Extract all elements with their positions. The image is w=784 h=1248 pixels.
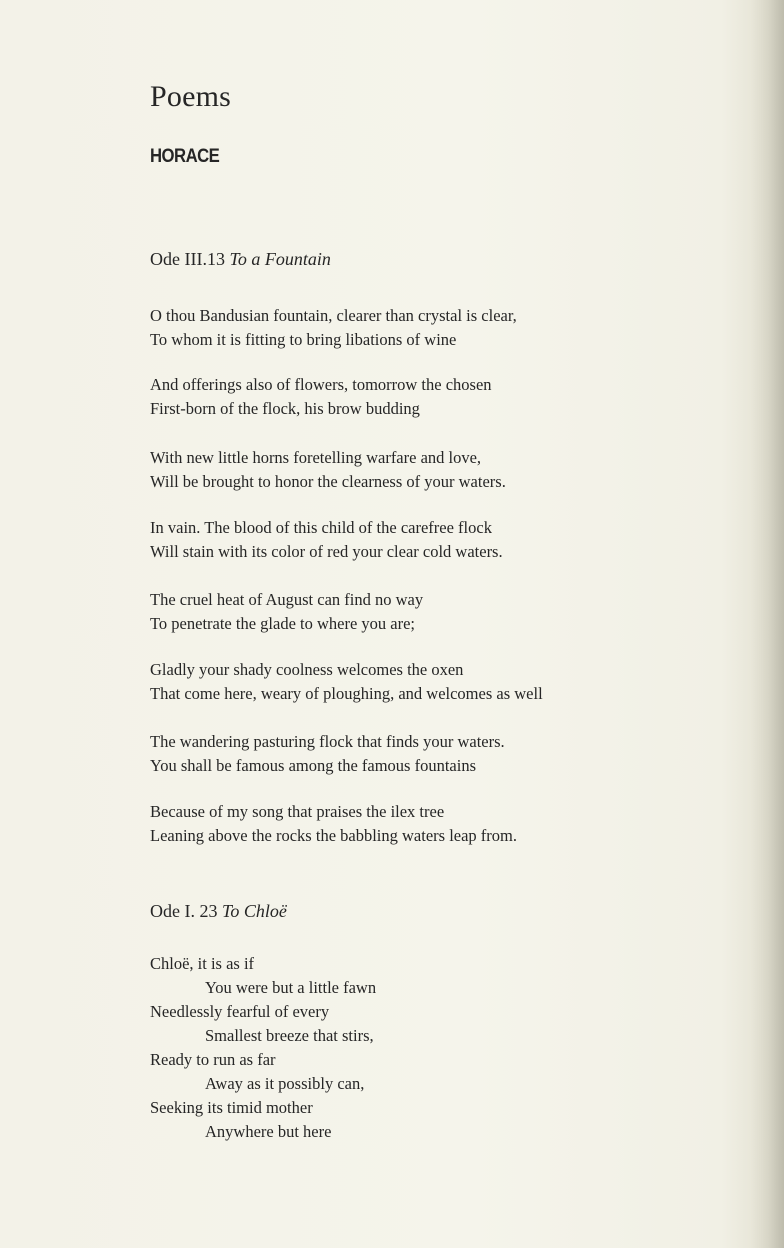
poem-title — [150, 901, 287, 922]
stanza — [150, 588, 423, 636]
stanza — [150, 446, 506, 494]
stanza — [150, 800, 517, 848]
poem-line: Gladly your shady coolness welcomes the oxen — [150, 660, 464, 679]
stanza — [150, 658, 543, 706]
poem-line-indented: Away as it possibly can, — [205, 1074, 365, 1093]
stanza — [150, 730, 505, 778]
poem-line-indented: Anywhere but here — [205, 1122, 332, 1141]
poem-line: Because of my song that praises the ilex tree — [150, 802, 445, 821]
poem-line: Ready to run as far — [150, 1050, 276, 1069]
poem-line: O thou Bandusian fountain, clearer than crystal is clear, — [150, 306, 517, 325]
poem-line-indented: Smallest breeze that stirs, — [205, 1026, 374, 1045]
poem-line: Leaning above the rocks the babbling waters leap from. — [150, 826, 517, 845]
poem-line: Will be brought to honor the clearness of your waters. — [150, 472, 506, 491]
section-title: Poems — [150, 80, 232, 113]
poem-line: Will stain with its color of red your clear cold waters. — [150, 542, 503, 561]
poem-line: First-born of the flock, his brow budding — [150, 399, 420, 418]
page-gutter-shadow — [750, 0, 784, 1248]
poem-line: Chloë, it is as if — [150, 954, 255, 973]
poem-line: To whom it is fitting to bring libations of wine — [150, 330, 457, 349]
poem-number: Ode III.13 — [150, 249, 225, 269]
stanza — [150, 304, 517, 352]
poem-line: With new little horns foretelling warfare and love, — [150, 448, 482, 467]
stanza — [150, 373, 492, 421]
poem-line: That come here, weary of ploughing, and welcomes as well — [150, 684, 543, 703]
poem-line: Seeking its timid mother — [150, 1098, 313, 1117]
poem-line: Needlessly fearful of every — [150, 1002, 330, 1021]
poem-line: You shall be famous among the famous fountains — [150, 756, 476, 775]
poem-line: The cruel heat of August can find no way — [150, 590, 424, 609]
poem-line: In vain. The blood of this child of the carefree flock — [150, 518, 492, 537]
poem-line-indented: You were but a little fawn — [205, 978, 377, 997]
stanza — [150, 516, 503, 564]
poem-subtitle: To a Fountain — [229, 249, 331, 269]
poem-number: Ode I. 23 — [150, 901, 218, 921]
poem-subtitle: To Chloë — [221, 901, 287, 921]
poem-line: The wandering pasturing flock that finds your waters. — [150, 732, 505, 751]
stanza — [150, 952, 376, 1144]
poem-line: And offerings also of flowers, tomorrow the chosen — [150, 375, 492, 394]
poem-line: To penetrate the glade to where you are; — [150, 614, 416, 633]
poem-title — [150, 249, 331, 270]
author-name: HORACE — [150, 146, 220, 167]
